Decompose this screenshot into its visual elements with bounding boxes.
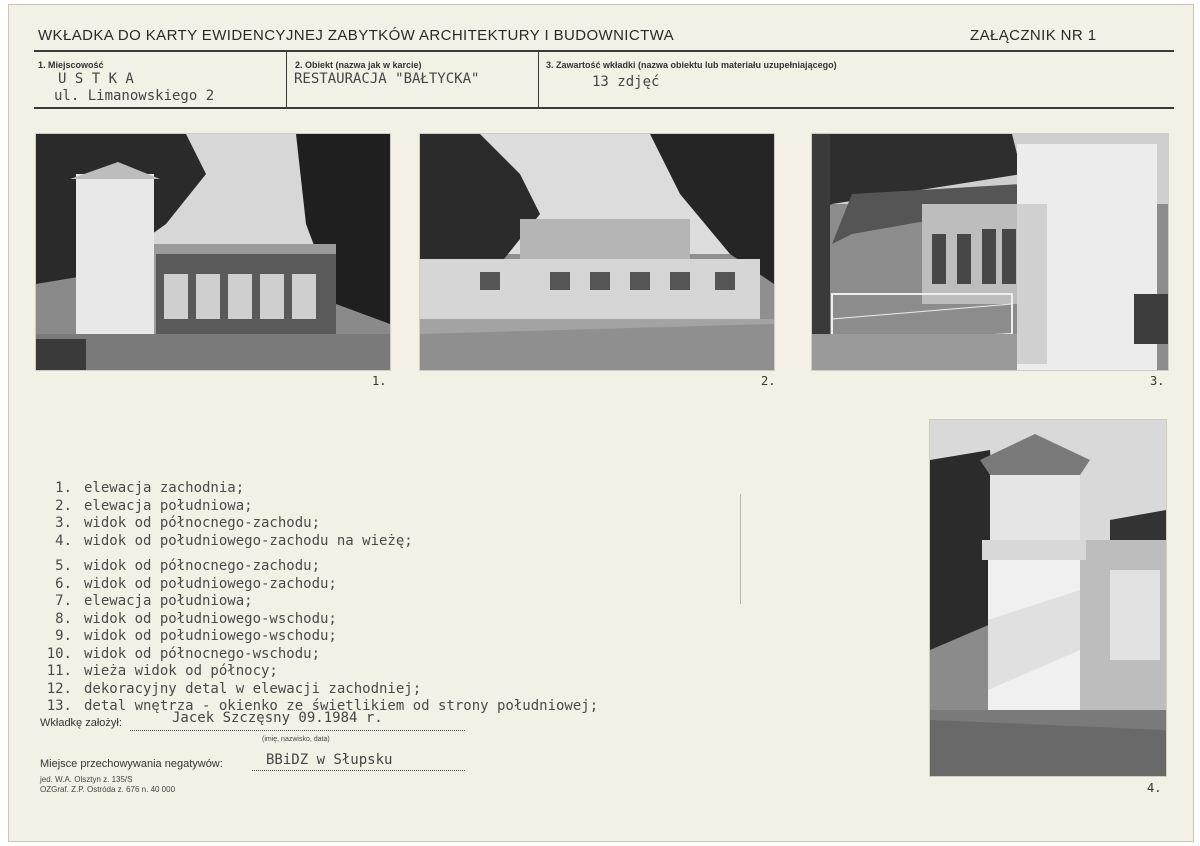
locality-label: 1. Miejscowość: [38, 60, 104, 70]
photo-3-number: 3.: [1150, 374, 1165, 388]
print-info: [40, 775, 175, 795]
photo-2-number: 2.: [761, 374, 776, 388]
photo-2: [420, 134, 774, 370]
storage-label: Miejsce przechowywania negatywów:: [40, 758, 223, 770]
list-item: 2. elewacja południowa;: [55, 497, 253, 514]
photo-4: [930, 420, 1166, 776]
author-line: [130, 730, 465, 731]
author-hint: (imię, nazwisko, data): [262, 736, 330, 743]
list-item: 7. elewacja południowa;: [55, 593, 253, 609]
list-item: 13. detal wnętrza - okienko ze świetlikiem od strony południowej;: [46, 698, 599, 714]
list-item: 12. dekoracyjny detal w elewacji zachodniej;: [46, 680, 422, 697]
author-label: Wkładkę założył:: [40, 717, 122, 729]
photo-4-number: 4.: [1147, 781, 1162, 795]
page-title: WKŁADKA DO KARTY EWIDENCYJNEJ ZABYTKÓW ARCHITEKTURY I BUDOWNICTWA: [38, 27, 675, 44]
photo-1-number: 1.: [372, 374, 387, 388]
contents-value: 13 zdjęć: [592, 74, 660, 90]
print-line-2: OZGraf. Z.P. Ostróda z. 676 n. 40 000: [40, 785, 176, 794]
field-divider-1: [286, 52, 287, 107]
photo-list: [44, 480, 598, 716]
list-item: 6. widok od południowego-zachodu;: [55, 575, 337, 592]
list-item: 9. widok od południowego-wschodu;: [55, 628, 337, 644]
field-divider-2: [538, 52, 539, 107]
list-item: 1. elewacja zachodnia;: [55, 480, 245, 496]
print-line-1: jed. W.A. Olsztyn z. 135/S: [40, 775, 133, 784]
header-rule: [34, 50, 1174, 52]
pencil-mark: [740, 494, 741, 604]
storage-value: BBiDZ w Słupsku: [266, 752, 393, 768]
list-item: 11. wieża widok od północy;: [46, 663, 278, 679]
author-value: Jacek Szczęsny 09.1984 r.: [172, 710, 383, 726]
photo-west-elevation-icon: [36, 134, 390, 370]
storage-line: [252, 770, 465, 771]
list-item: 10. widok od północnego-wschodu;: [46, 645, 321, 662]
annex-number: ZAŁĄCZNIK NR 1: [970, 27, 1097, 44]
list-item: 8. widok od południowego-wschodu;: [55, 610, 337, 627]
photo-south-elevation-icon: [420, 134, 774, 370]
photo-1: [36, 134, 390, 370]
photo-3: [812, 134, 1168, 370]
object-label: 2. Obiekt (nazwa jak w karcie): [295, 60, 422, 70]
fields-rule: [34, 107, 1174, 109]
locality-value: U S T K A: [58, 71, 134, 87]
photo-northwest-view-icon: [812, 134, 1168, 370]
street-value: ul. Limanowskiego 2: [54, 88, 215, 104]
list-item: 3. widok od północnego-zachodu;: [55, 515, 321, 531]
object-value: RESTAURACJA "BAŁTYCKA": [294, 71, 480, 87]
photo-tower-view-icon: [930, 420, 1166, 776]
list-item: 5. widok od północnego-zachodu;: [55, 558, 321, 574]
contents-label: 3. Zawartość wkładki (nazwa obiektu lub materiału uzupełniającego): [546, 60, 837, 70]
list-item: 4. widok od południowego-zachodu na wieżę;: [55, 532, 413, 549]
